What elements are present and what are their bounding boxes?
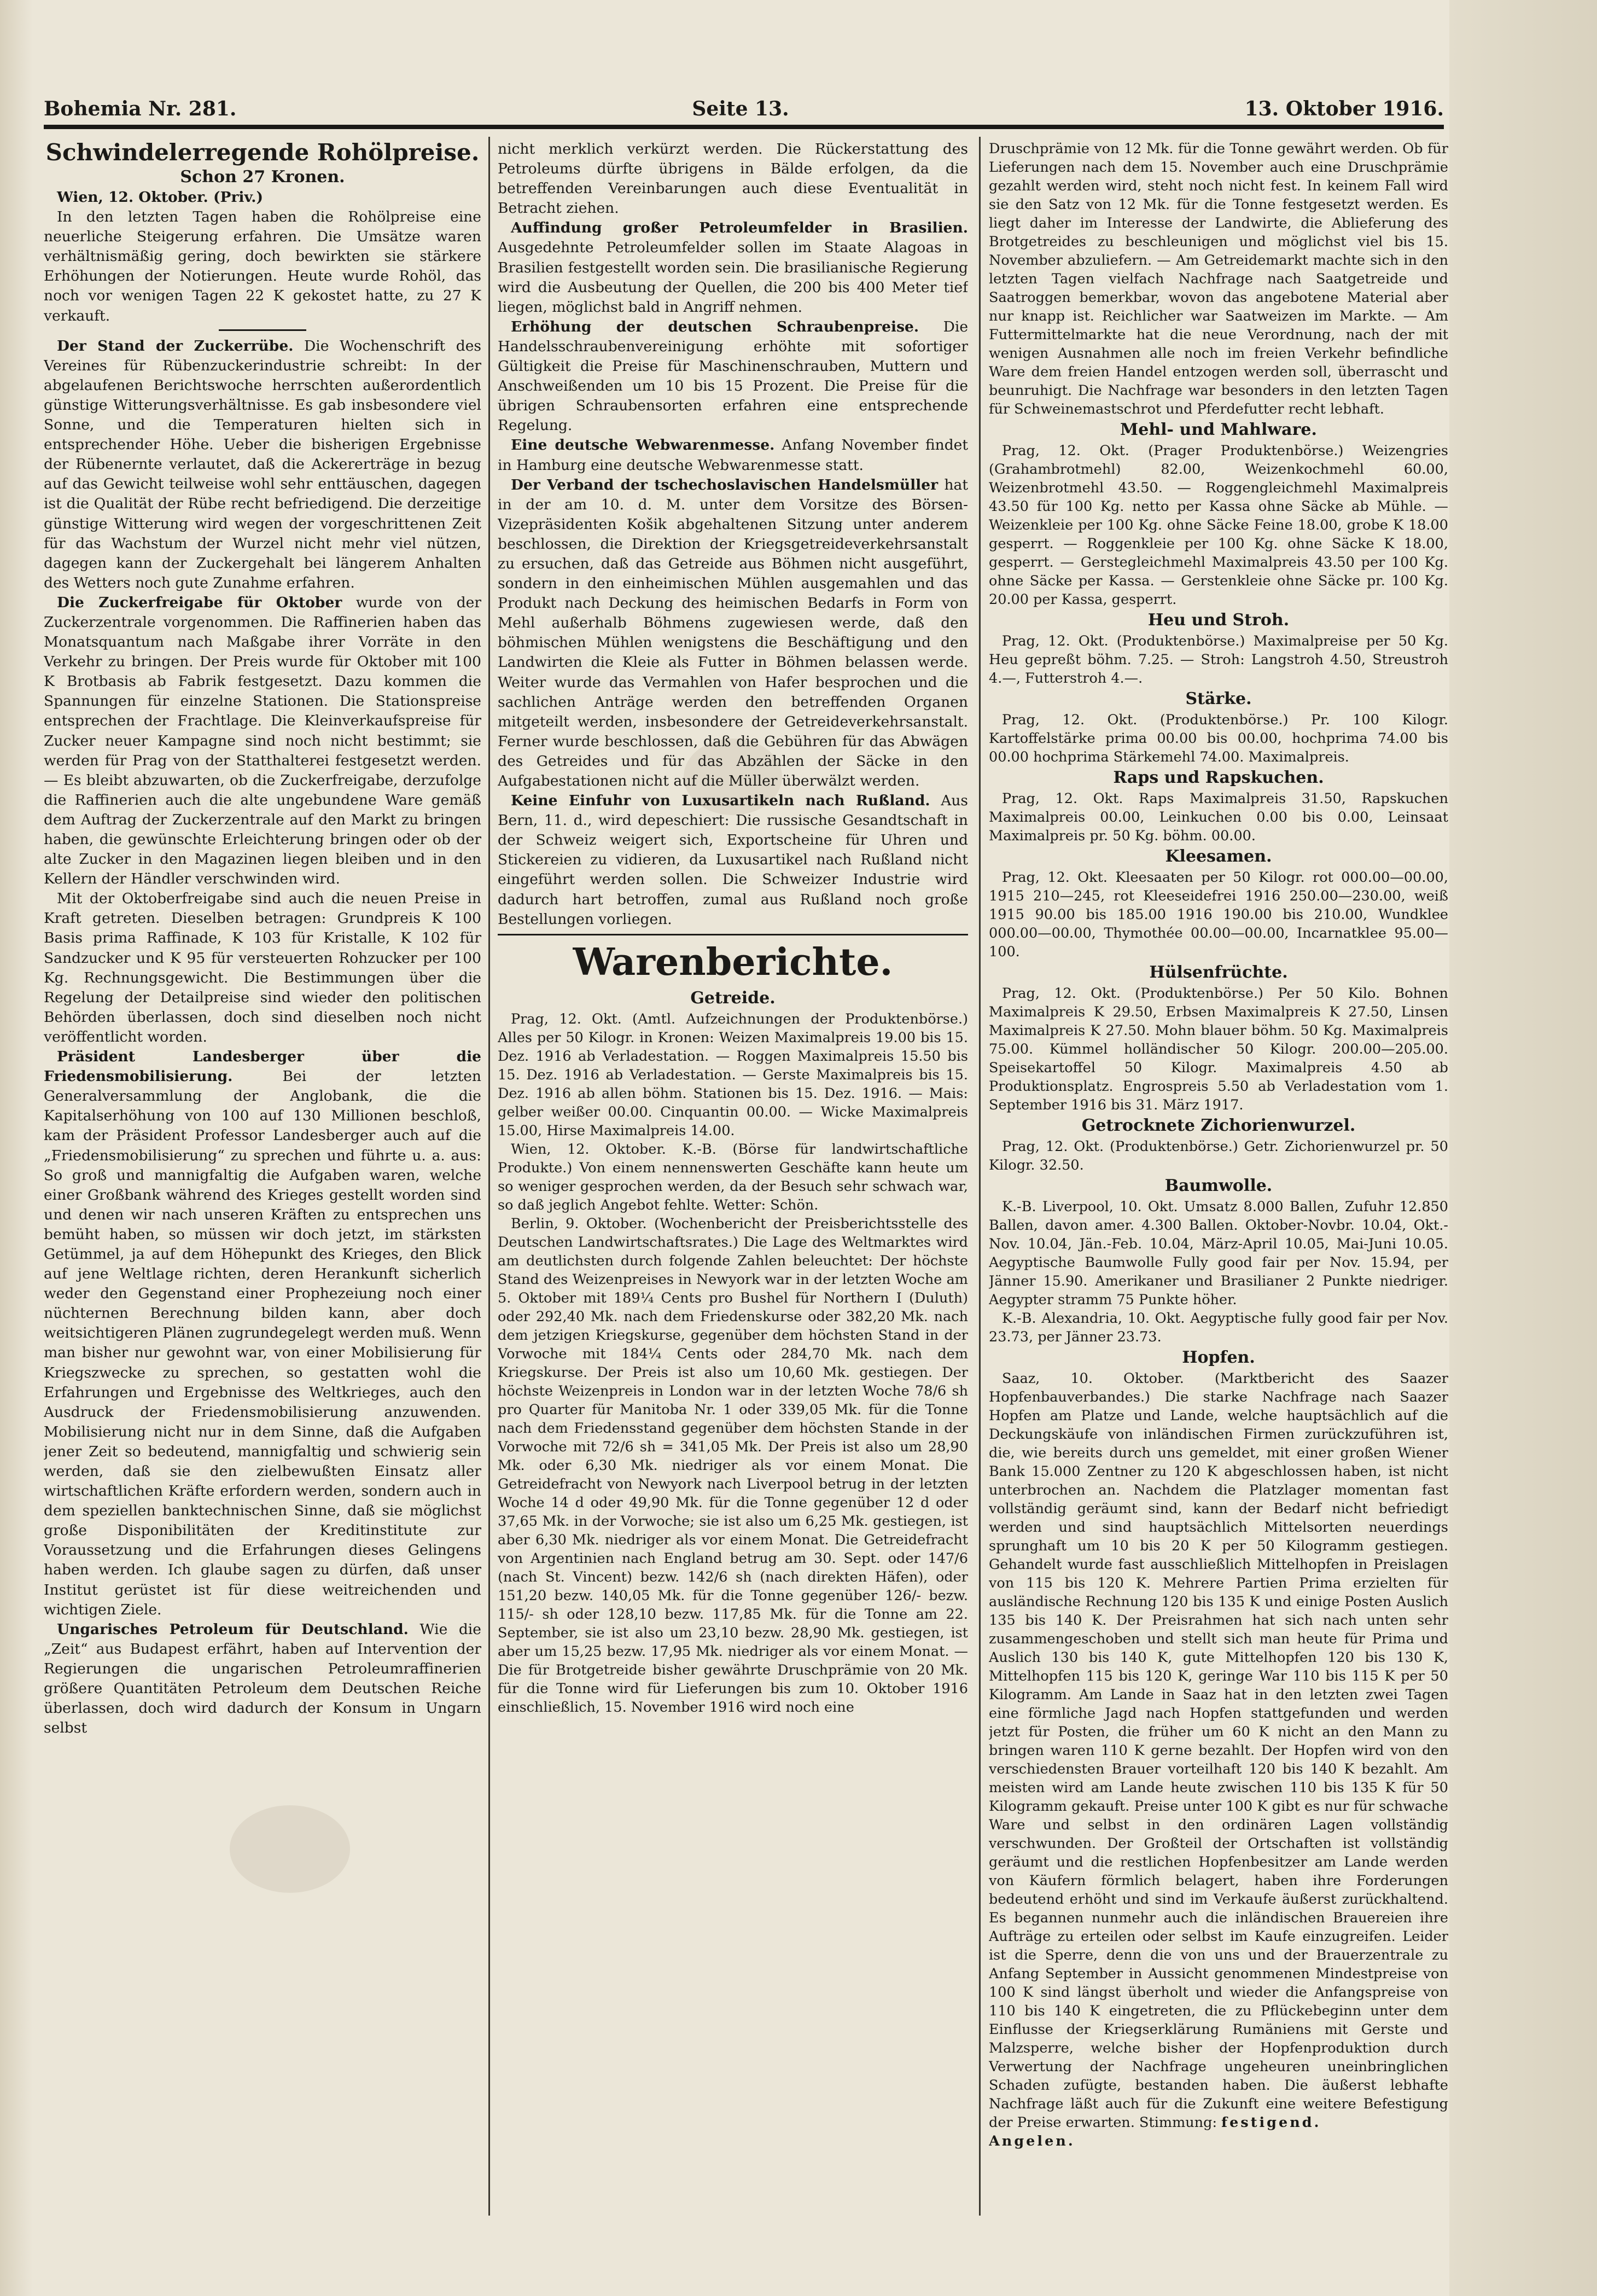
subsection-heading: Getrocknete Zichorienwurzel. [1081,1116,1356,1135]
paragraph-lead: Der Verband der tschechoslavischen Handelsmüller [511,476,939,493]
market-report [989,1369,1448,2132]
paragraph [989,2132,1448,2150]
market-report: K.-B. Alexandria, 10. Okt. Aegyptische fully good fair per Nov. 23.73, per Jänner 23.73. [989,1310,1448,1345]
market-report: Prag, 12. Okt. (Amtl. Aufzeichnungen der Produktenbörse.) Alles per 50 Kilogr. in Kronen: Weizen Maximalpreis 19.00 bis 15. Dez. 1916 ab Verladestation. — Roggen Maximalpreis 15.50 bis 15. Dez. 1916 ab Verladestation. — Gerste Maximalpreis bis 15. Dez. 1916 ab allen böhm. Stationen bis 15. Dez. 1916. — Mais: gelber weißer 00.00. Cinquantin 00.00. — Wicke Maximalpreis 15.00, Hirse Maximalpreis 14.00. [498,1010,968,1139]
paragraph [44,336,481,593]
paragraph-lead: Eine deutsche Webwarenmesse. [511,437,775,454]
market-report: Prag, 12. Okt. (Produktenbörse.) Maximalpreise per 50 Kg. Heu gepreßt böhm. 7.25. — Stroh: Langstroh 4.50, Streustroh 4.—, Futterstroh 4.—. [989,633,1448,687]
page-header [44,82,1444,120]
header-date: 13. Oktober 1916. [1244,97,1444,120]
cut-off-word: Angelen. [989,2133,1075,2149]
subsection-heading: Stärke. [1185,689,1252,708]
market-report: Wien, 12. Oktober. K.-B. (Börse für landwirtschaftliche Produkte.) Von einem nennenswerten Geschäfte kann heute um so weniger gesprochen werden, da der Besuch sehr schwach war, so daß jeglich Angebot fehlte. Wetter: Schön. [498,1141,968,1213]
page-edge-left [0,0,33,2296]
header-page-number: Seite 13. [692,97,789,120]
paragraph-body: Anfang November findet in Hamburg eine deutsche Webwarenmesse statt. [498,437,968,474]
paragraph-lead: Der Stand der Zuckerrübe. [57,337,294,354]
market-report: Prag, 12. Okt. (Produktenbörse.) Per 50 Kilo. Bohnen Maximalpreis K 29.50, Erbsen Maximalpreis K 27.50, Linsen Maximalpreis K 27.50. Mohn blauer böhm. 50 Kg. Maximalpreis 75.00. Kümmel holländischer 50 Kilogr. 200.00—205.00. Speisekartoffel 50 Kilogr. Maximalpreis 4.50 ab Produktionsplatz. Engrospreis 5.50 ab Verladestation vom 1. September 1916 bis 31. März 1917. [989,985,1448,1113]
column-3 [989,139,1448,2229]
paragraph-lead: Präsident Landesberger über die Friedensmobilisierung. [44,1048,481,1085]
market-report: Prag, 12. Okt. (Produktenbörse.) Getr. Zichorienwurzel pr. 50 Kilogr. 32.50. [989,1138,1448,1173]
subsection-heading: Hülsenfrüchte. [1149,963,1288,982]
column-1 [44,139,481,2229]
paragraph-body: hat in der am 10. d. M. unter dem Vorsitze des Börsen-Vizepräsidenten Košik abgehaltenen Sitzung unter anderem beschlossen, die Direktion der Kriegsgetreideverkehrsanstalt zu ersuchen, daß das Getreide aus Böhmen nicht ausgeführt, sondern in den einheimischen Mühlen ausgemahlen und das Produkt nach Deckung des heimischen Bedarfs in Form von Mehl außerhalb Böhmens zugewiesen werde, daß den böhmischen Mühlen wenigstens die Beschäftigung und den Landwirten die Kleie als Futter in Böhmen belassen werde. Weiter wurde das Vermahlen von Hafer besprochen und die sachlichen Anträge werden den betreffenden Organen mitgeteilt werden, insbesondere der Getreideverkehrsanstalt. Ferner wurde beschlossen, daß die Gebühren für das Abwägen des Getreides und für das Abzählen der Säcke in den Aufgabestationen nicht auf die Müller überwälzt werden. [498,476,968,789]
paragraph-lead: Ungarisches Petroleum für Deutschland. [57,1620,409,1638]
dateline: Wien, 12. Oktober. (Priv.) [57,189,263,206]
paragraph-lead: Auffindung großer Petroleumfelder in Brasilien. [511,219,968,237]
subsection-heading: Heu und Stroh. [1147,611,1290,630]
paragraph: In den letzten Tagen haben die Rohölpreise eine neuerliche Steigerung erfahren. Die Umsätze waren verhältnismäßig gering, doch bewirkten sie stärkere Erhöhungen der Notierungen. Heute wurde Rohöl, das noch vor wenigen Tagen 22 K gekostet hatte, zu 27 K verkauft. [44,208,481,324]
paragraph [44,593,481,889]
report-body: Saaz, 10. Oktober. (Marktbericht des Saazer Hopfenbauverbandes.) Die starke Nachfrage nach Saazer Hopfen am Platze und Lande, welche hauptsächlich auf die Deckungskäufe von inländischen Firmen zurückzuführen ist, die, wie bereits durch uns gemeldet, mit einer großen Wiener Bank 15.000 Zentner zu 120 K abgeschlossen haben, ist nicht unterbrochen an. Nachdem die Platzlager momentan fast vollständig geräumt sind, kann der Bedarf nicht befriedigt werden und sind hauptsächlich Mittelsorten neuerdings sprunghaft um 10 bis 20 K per 50 Kilogramm gestiegen. Gehandelt wurde fast ausschließlich Mittelhopfen in Preislagen von 115 bis 120 K. Mehrere Partien Prima erzielten für ausländische Rechnung 120 bis 135 K und einige Posten Auslich 135 bis 140 K. Der Preisrahmen hat sich nach unten sehr zusammengeschoben und stellt sich man heute für Prima und Auslich 130 bis 140 K, gute Mittelhopfen 120 bis 130 K, Mittelhopfen 115 bis 120 K, geringe War 110 bis 115 K per 50 Kilogramm. Am Lande in Saaz hat in den letzten zwei Tagen eine förmliche Jagd nach Hopfen stattgefunden und werden jetzt für Posten, die früher um 60 K nicht an den Mann zu bringen waren 110 K gerne bezahlt. Der Hopfen wird von den verschiedensten Brauer vorteilhaft 120 bis 140 K bezahlt. Am meisten wird am Lande heute zwischen 110 bis 135 K für 50 Kilogramm gekauft. Preise unter 100 K gibt es nur für schwache Ware und selbst in den ordinären Lagen vollständig verschwunden. Der Großteil der Ortschaften ist vollständig geräumt und die restlichen Hopfenbesitzer am Lande werden von Käufern förmlich belagert, haben ihre Forderungen bedeutend erhöht und sind im Verkaufe äußerst zurückhaltend. Es begannen nunmehr auch die inländischen Brauereien ihre Aufträge zu erteilen oder selbst im Kaufe einzugreifen. Leider ist die Sperre, denn die von uns und der Brauerzentrale zu Anfang September in Aussicht genommenen Mindestpreise von 100 K sind längst überholt und wieder die Anfangspreise von 110 bis 140 K eingetreten, die zu Pflückebeginn unter dem Einflusse der Kriegserklärung Rumäniens mit Gerste und Malzsperre, welche bisher der Hopfenproduktion durch Verwertung der Nachfrage ungeheuren uneinbringlichen Schaden zufügte, bestanden haben. Die äußerst lebhafte Nachfrage läßt auch für die Zukunft eine weitere Befestigung der Preise erwarten. Stimmung: [989,1370,1448,2131]
report-ending: festigend. [1221,2114,1321,2131]
paragraph: nicht merklich verkürzt werden. Die Rückerstattung des Petroleums dürfte übrigens in Bälde erfolgen, da die betreffenden Vereinbarungen auch diese Eventualität in Betracht ziehen. [498,141,968,217]
paragraph-lead: Keine Einfuhr von Luxusartikeln nach Rußland. [511,792,930,810]
market-report: Prag, 12. Okt. (Prager Produktenbörse.) Weizengries (Grahambrotmehl) 82.00, Weizenkochmehl 60.00, Weizenbrotmehl 43.50. — Roggengleichmehl Maximalpreis 43.50 für 100 Kg. netto per Kassa ohne Säcke ab Mühle. — Weizenkleie per 100 Kg. ohne Säcke Feine 18.00, grobe K 18.00 gesperrt. — Roggenkleie per 100 Kg. ohne Säcke K 18.00, gesperrt. — Gerstegleichmehl Maximalpreis 43.50 per 100 Kg. ohne Säcke per Kassa. — Gerstenkleie ohne Säcke pr. 100 Kg. 20.00 per Kassa, gesperrt. [989,443,1448,608]
paragraph-body: wurde von der Zuckerzentrale vorgenommen. Die Raffinerien haben das Monatsquantum nach Maßgabe ihrer Vorräte in den Verkehr zu bringen. Der Preis wurde für Oktober mit 100 K Brotbasis ab Fabrik festgesetzt. Dazu kommen die Spannungen für einzelne Stationen. Die Stationspreise entsprechen der Frachtlage. Die Kleinverkaufspreise für Zucker neuer Kampagne sind noch nicht bestimmt; sie werden für Prag von der Statthalterei festgesetzt werden. — Es bleibt abzuwarten, ob die Zuckerfreigabe, derzufolge die Raffinerien auch die alte ungebundene Ware gemäß dem Auftrag der Zuckerzentrale auf den Markt zu bringen haben, die gewünschte Erleichterung bringen oder ob der alte Zucker in den Magazinen liegen bleiben und in den Kellern der Händler verschwinden wird. [44,594,481,888]
paragraph [498,435,968,475]
section-title: Warenberichte. [498,934,968,986]
subsection-heading: Mehl- und Mahlware. [1120,420,1317,439]
paragraph-body: Ausgedehnte Petroleumfelder sollen im Staate Alagoas in Brasilien festgestellt worden sein. Die brasilianische Regierung wird die Ausbeutung der Quellen, die 200 bis 400 Meter tief liegen, möglichst bald in Angriff nehmen. [498,239,968,316]
paragraph [498,475,968,792]
column-divider [488,137,490,2216]
paragraph-body: Aus Bern, 11. d., wird depeschiert: Die russische Gesandtschaft in der Schweiz weigert sich, Exportscheine für Uhren und Stickereien zu vidieren, da Luxusartikel nach Rußland nicht eingeführt werden sollen. Die Schweizer Industrie wird dadurch hart betroffen, zumal aus Rußland noch große Bestellungen vorliegen. [498,792,968,928]
paragraph [44,188,481,207]
subsection-heading: Kleesamen. [1165,847,1272,866]
paragraph-body: Wie die „Zeit“ aus Budapest erfährt, haben auf Intervention der Regierungen die ungarischen Petroleumraffinerien größere Quantitäten Petroleum dem Deutschen Reiche überlassen, doch wird dadurch der Konsum in Ungarn selbst [44,1620,481,1737]
paragraph-body: Die Handelsschraubenvereinigung erhöhte mit sofortiger Gültigkeit die Preise für Maschinenschrauben, Muttern und Anschweißenden um 10 bis 15 Prozent. Die Preise für die übrigen Schraubensorten erfahren eine entsprechende Regelung. [498,318,968,434]
subsection-heading: Getreide. [690,988,776,1008]
article-subtitle: Schon 27 Kronen. [180,167,345,187]
paragraph: Mit der Oktoberfreigabe sind auch die neuen Preise in Kraft getreten. Dieselben betragen: Grundpreis K 100 Basis prima Raffinade, K 103 für Kristalle, K 102 für Sandzucker und K 95 für versteuerten Rohzucker per 100 Kg. Rechnungsgewicht. Die Bestimmungen über die Regelung der Detailpreise sind wieder den politischen Behörden überlassen, doch sind dieselben noch nicht veröffentlicht worden. [44,890,481,1045]
paragraph-lead: Erhöhung der deutschen Schraubenpreise. [511,318,919,335]
subsection-heading: Baumwolle. [1164,1176,1273,1195]
paragraph-lead: Die Zuckerfreigabe für Oktober [57,594,342,611]
paragraph [44,1047,481,1620]
market-report: Prag, 12. Okt. Raps Maximalpreis 31.50, Rapskuchen Maximalpreis 00.00, Leinkuchen 0.00 bis 0.00, Leinsaat Maximalpreis pr. 50 Kg. böhm. 00.00. [989,790,1448,844]
article-title: Schwindelerregende Rohölpreise. [45,139,480,166]
paragraph [498,317,968,436]
header-rule [44,125,1444,129]
market-report: Prag, 12. Okt. (Produktenbörse.) Pr. 100 Kilogr. Kartoffelstärke prima 00.00 bis 00.00, hochprima 74.00 bis 00.00 hochprima Stärkemehl 74.00. Maximalpreis. [989,712,1448,765]
separator-rule [219,329,306,331]
paragraph-body: Die Wochenschrift des Vereines für Rübenzuckerindustrie schreibt: In der abgelaufenen Berichtswoche herrschten außerordentlich günstige Witterungsverhältnisse. Es gab insbesondere viel Sonne, und die Temperaturen hielten sich in entsprechender Höhe. Ueber die bisherigen Ergebnisse der Rübenernte verlautet, daß die Ackererträge in bezug auf das Gewicht teilweise wohl sehr enttäuschen, dagegen ist die Qualität der Rübe recht befriedigend. Die derzeitige günstige Witterung wird wegen der vorgeschrittenen Zeit für das Wachstum der Wurzel nicht mehr viel nützen, dagegen kann der Zuckergehalt bei längerem Anhalten des Wetters noch gute Zunahme erfahren. [44,337,481,591]
subsection-heading: Raps und Rapskuchen. [1113,768,1324,787]
market-report: K.-B. Liverpool, 10. Okt. Umsatz 8.000 Ballen, Zufuhr 12.850 Ballen, davon amer. 4.300 Ballen. Oktober-Novbr. 10.04, Okt.-Nov. 10.04, Jän.-Feb. 10.04, März-April 10.05, Mai-Juni 10.05. Aegyptische Baumwolle Fully good fair per Nov. 15.94, per Jänner 15.90. Amerikaner und Brasilianer 2 Punkte niedriger. Aegypter stramm 75 Punkte höher. [989,1199,1448,1308]
market-report: Berlin, 9. Oktober. (Wochenbericht der Preisberichtsstelle des Deutschen Landwirtschaftsrates.) Die Lage des Weltmarktes wird am deutlichsten durch folgende Zahlen beleuchtet: Der höchste Stand des Weizenpreises in Newyork war in der letzten Woche am 5. Oktober mit 189¼ Cents pro Bushel für Northern I (Duluth) oder 292,40 Mk. nach dem Friedenskurse oder 382,20 Mk. nach dem jetzigen Kriegskurse, gegenüber dem höchsten Stand in der Vorwoche mit 184¼ Cents oder 284,70 Mk. nach dem Kriegskurse. Der Preis ist also um 10,60 Mk. gestiegen. Der höchste Weizenpreis in London war in der letzten Woche 78/6 sh pro Quarter für Manitoba Nr. 1 oder 339,05 Mk. für die Tonne nach dem Friedensstand gegenüber dem höchsten Stande in der Vorwoche mit 72/6 sh = 341,05 Mk. Der Preis ist also um 28,90 Mk. oder 6,30 Mk. niedriger als vor einem Monat. Die Getreidefracht von Newyork nach Liverpool betrug in der letzten Woche 14 d oder 49,90 Mk. für die Tonne gegenüber 12 d oder 37,65 Mk. in der Vorwoche; sie ist also um 6,25 Mk. gestiegen, ist aber 6,30 Mk. niedriger als vor einem Monat. Die Getreidefracht von Argentinien nach England betrug am 30. Sept. oder 147/6 (nach St. Vincent) bezw. 142/6 sh (nach direkten Häfen), oder 151,20 bezw. 140,05 Mk. für die Tonne gegenüber 126/- bezw. 115/- sh oder 128,10 bezw. 117,85 Mk. für die Tonne am 22. September, sie ist also um 23,10 bezw. 28,90 Mk. gestiegen, ist aber um 15,25 bezw. 17,95 Mk. niedriger als vor einem Monat. — Die für Brotgetreide bisher gewährte Druschprämie von 20 Mk. für die Tonne wird für Lieferungen bis zum 10. Oktober 1916 einschließlich, 15. November 1916 wird noch eine [498,1215,968,1716]
paragraph [44,1620,481,1739]
paragraph [498,791,968,929]
column-2 [498,139,968,2229]
paragraph [498,218,968,317]
page-edge-right [1449,0,1597,2296]
market-report: Prag, 12. Okt. Kleesaaten per 50 Kilogr. rot 000.00—00.00, 1915 210—245, rot Kleeseidefrei 1916 250.00—230.00, weiß 1915 90.00 bis 185.00 1916 190.00 bis 210.00, Wundklee 000.00—00.00, Thymothée 00.00—00.00, Incarnatklee 95.00—100. [989,869,1448,960]
market-report: Druschprämie von 12 Mk. für die Tonne gewährt werden. Ob für Lieferungen nach dem 15. November auch eine Druschprämie gezahlt werden wird, steht noch nicht fest. In keinem Fall wird sie den Satz von 12 Mk. für die Tonne festgesetzt werden. Es liegt daher im Interesse der Landwirte, die Ablieferung des Brotgetreides zu beschleunigen und möglichst viel bis 15. November abzuliefern. — Am Getreidemarkt machte sich in den letzten Tagen vielfach Nachfrage nach Saatgetreide und Saatroggen bemerkbar, wovon das angebotene Material aber nur knapp ist. Reichlicher war Saatweizen im Markte. — Am Futtermittelmarkte hat die neue Verordnung, nach der mit wenigen Ausnahmen alle noch im freien Verkehr befindliche Ware dem freien Handel entzogen werden soll, überrascht und beunruhigt. Die Nachfrage war besonders in den letzten Tagen für Schweinemastschrot und Pferdefutter recht lebhaft. [989,141,1448,417]
header-issue: Bohemia Nr. 281. [44,97,237,120]
paragraph-body: Bei der letzten Generalversammlung der Anglobank, die die Kapitalserhöhung von 100 auf 130 Millionen beschloß, kam der Präsident Professor Landesberger auch auf die „Friedensmobilisierung“ zu sprechen und führte u. a. aus: So groß und mannigfaltig die Aufgaben waren, welche einer Großbank während des Krieges gestellt worden sind und denen wir nach unseren Kräften zu entsprechen uns bemüht haben, so müssen wir doch jetzt, im stärksten Getümmel, ja auf dem Höhepunkt des Krieges, den Blick auf jene Weltlage richten, deren Herankunft sicherlich weder den Gegenstand einer Prophezeiung noch einer nüchternen Berechnung bilden kann, aber doch weitsichtigeren Plänen zugrundegelegt werden muß. Wenn man bisher nur gewohnt war, von einer Mobilisierung für Kriegszwecke zu sprechen, so gestatten wohl die Erfahrungen und Ergebnisse des Weltkrieges, auch den Ausdruck der Friedensmobilisierung anzuwenden. Mobilisierung nicht nur in dem Sinne, daß die Aufgaben jener Zeit so bedeutend, mannigfaltig und schwierig sein werden, daß sie den zielbewußten Einsatz aller wirtschaftlichen Kräfte erfordern werden, sondern auch in dem speziellen banktechnischen Sinne, daß sie möglichst große Disponibilitäten der Kreditinstitute zur Voraussetzung und die Erfahrungen dieses Gelingens haben werden. Ich glaube sagen zu dürfen, daß unser Institut gerüstet ist für diese weitreichenden und wichtigen Ziele. [44,1068,481,1618]
subsection-heading: Hopfen. [1182,1348,1255,1367]
column-divider [979,137,981,2216]
